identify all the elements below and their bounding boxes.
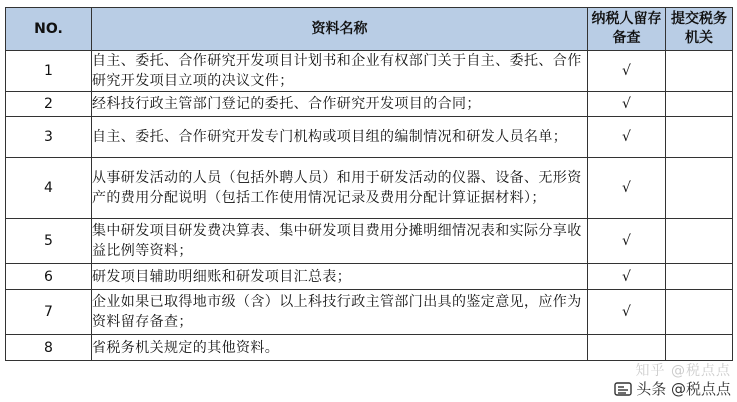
document-table-wrapper — [5, 7, 732, 361]
row-number: 1 — [6, 51, 92, 92]
submit-cell — [666, 290, 733, 335]
material-name: 自主、委托、合作研究开发专门机构或项目组的编制情况和研发人员名单； — [92, 117, 588, 158]
material-name: 企业如果已取得地市级（含）以上科技行政主管部门出具的鉴定意见，应作为资料留存备查； — [92, 290, 588, 335]
toutiao-logo-icon — [614, 381, 632, 397]
submit-cell — [666, 158, 733, 219]
keep-checkmark: √ — [588, 92, 666, 117]
submit-cell — [666, 335, 733, 361]
row-number: 8 — [6, 335, 92, 361]
material-name: 经科技行政主管部门登记的委托、合作研究开发项目的合同； — [92, 92, 588, 117]
header-no: NO. — [6, 8, 92, 51]
toutiao-watermark — [614, 380, 731, 398]
table-row — [6, 158, 733, 219]
keep-checkmark: √ — [588, 290, 666, 335]
keep-checkmark: √ — [588, 264, 666, 290]
submit-cell — [666, 51, 733, 92]
submit-cell — [666, 219, 733, 264]
submit-cell — [666, 117, 733, 158]
row-number: 6 — [6, 264, 92, 290]
keep-checkmark — [588, 335, 666, 361]
table-header-row — [6, 8, 733, 51]
submit-cell — [666, 92, 733, 117]
keep-checkmark: √ — [588, 219, 666, 264]
materials-table — [5, 7, 733, 361]
material-name: 省税务机关规定的其他资料。 — [92, 335, 588, 361]
table-row — [6, 264, 733, 290]
table-row — [6, 335, 733, 361]
row-number: 7 — [6, 290, 92, 335]
row-number: 5 — [6, 219, 92, 264]
table-row — [6, 219, 733, 264]
header-submit: 提交税务机关 — [666, 8, 733, 51]
table-row — [6, 92, 733, 117]
material-name: 从事研发活动的人员（包括外聘人员）和用于研发活动的仪器、设备、无形资产的费用分配说明（包括工作使用情况记录及费用分配计算证据材料）； — [92, 158, 588, 219]
table-row — [6, 117, 733, 158]
row-number: 2 — [6, 92, 92, 117]
zhihu-watermark: 知乎 @税点点 — [635, 363, 731, 379]
keep-checkmark: √ — [588, 158, 666, 219]
watermark — [614, 362, 731, 398]
row-number: 4 — [6, 158, 92, 219]
material-name: 集中研发项目研发费决算表、集中研发项目费用分摊明细情况表和实际分享收益比例等资料； — [92, 219, 588, 264]
row-number: 3 — [6, 117, 92, 158]
table-row — [6, 290, 733, 335]
keep-checkmark: √ — [588, 51, 666, 92]
keep-checkmark: √ — [588, 117, 666, 158]
header-name: 资料名称 — [92, 8, 588, 51]
toutiao-watermark-text: 头条 @税点点 — [636, 380, 731, 398]
table-row — [6, 51, 733, 92]
header-keep: 纳税人留存备查 — [588, 8, 666, 51]
submit-cell — [666, 264, 733, 290]
material-name: 研发项目辅助明细账和研发项目汇总表； — [92, 264, 588, 290]
material-name: 自主、委托、合作研究开发项目计划书和企业有权部门关于自主、委托、合作研究开发项目立项的决议文件； — [92, 51, 588, 92]
